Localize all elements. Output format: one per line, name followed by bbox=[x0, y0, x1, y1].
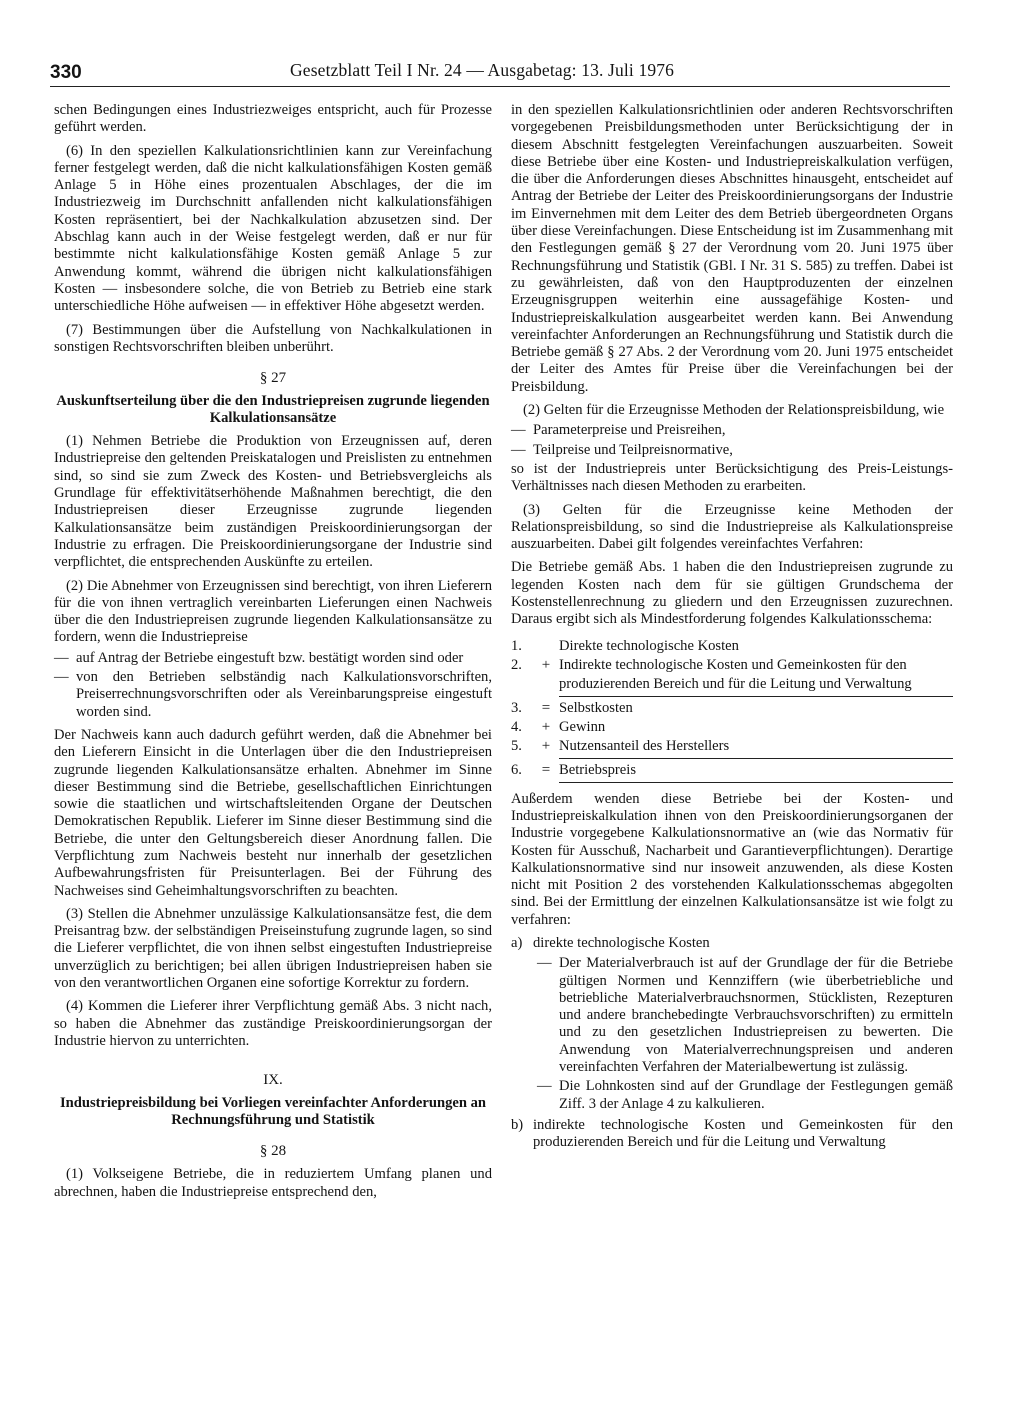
dash-mark: — bbox=[537, 1078, 552, 1095]
schema-row-operator: = bbox=[541, 761, 551, 778]
paragraph-3-continued: Die Betriebe gemäß Abs. 1 haben die den Industriepreisen zugrunde zu legenden Kosten nach dem für sie gültigen Grundschema der Kostenstellenrechnung zu gliedern und den Erzeugnissen zuzurechnen. Daraus ergibt sich als Mindestforderung folgendes Kalkulationsschema: bbox=[511, 559, 953, 628]
dash-item-text: Die Lohnkosten sind auf der Grundlage der Festlegungen gemäß Ziff. 3 der Anlage 4 zu kalkulieren. bbox=[559, 1078, 953, 1112]
schema-row-text: Selbstkosten bbox=[559, 699, 633, 716]
schema-row bbox=[511, 737, 953, 756]
paragraph-6: (6) In den speziellen Kalkulationsrichtlinien kann zur Vereinfachung ferner festgelegt werden, daß die nicht kalkulationsfähigen Kosten gemäß Anlage 5 in Höhe eines prozentualen Abschlages, der die im Industriezweig im Durchschnitt anfallenden nicht kalkulationsfähigen Kosten repräsentiert, bei der Nachkalkulation abzusetzen sind. Der Abschlag kann auch in der Weise festgelegt werden, daß er nur für bestimmte nicht kalkulationsfähige Kosten gemäß Anlage 5 zur Anwendung kommt, während die übrigen nicht kalkulationsfähigen Kosten — insbesondere solche, die von Betrieb zu Betrieb eine stark unterschiedliche Höhe aufweisen — in effektiver Höhe abgesetzt werden. bbox=[54, 142, 492, 315]
page-header bbox=[50, 60, 950, 87]
dash-item-text: von den Betrieben selbständig nach Kalkulationsvorschriften, Preiserrechnungsvorschriften oder als Vereinbarungspreise eingestuft worden sind. bbox=[76, 669, 492, 720]
dash-item bbox=[511, 442, 953, 459]
section-27-paragraph-1: (1) Nehmen Betriebe die Produktion von Erzeugnissen auf, deren Industriepreise den geltenden Preiskatalogen und Preislisten zu entnehmen sind, so sind sie zum Zweck des Kosten- und Betriebsvergleichs als Grundlage für effektivitätserhöhende Maßnahmen berechtigt, die den Industriepreisen dieser Erzeugnisse zugrunde liegenden Kalkulationsansätze beim zuständigen Preiskoordinierungsorgan der Industrie zu erfragen. Die Preiskoordinierungsorgane der Industrie sind verpflichtet, die entsprechenden Auskünfte zu erteilen. bbox=[54, 433, 492, 571]
schema-row-text: Direkte technologische Kosten bbox=[559, 637, 739, 654]
schema-row bbox=[511, 761, 953, 780]
schema-row-text: Betriebspreis bbox=[559, 761, 637, 778]
paragraph-3: (3) Gelten für die Erzeugnisse keine Methoden der Relationspreisbildung, so sind die Industriepreise als Kalkulationspreise auszuarbeiten. Dabei gilt folgendes vereinfachtes Verfahren: bbox=[511, 501, 953, 553]
list-marker: a) bbox=[511, 934, 523, 951]
paragraph-2: (2) Gelten für die Erzeugnisse Methoden der Relationspreisbildung, wie bbox=[523, 402, 945, 419]
dash-item-text: Teilpreise und Teilpreisnormative, bbox=[533, 441, 733, 458]
list-item-b bbox=[511, 1117, 953, 1152]
page-number: 330 bbox=[50, 62, 82, 83]
paragraph-continuation: in den speziellen Kalkulationsrichtlinien oder anderen Rechtsvorschriften vorgegebenen Preisbildungsmethoden unter Berücksichtigung der in diesem Abschnitt festgelegten Vereinfachungen auszuarbeiten. Soweit diese Betriebe über eine Kosten- und Industriepreiskalkulation verfügen, die über die Anforderungen dieses Abschnittes hinausgeht, entscheidet auf Antrag der Betriebe der Leiter des Preiskoordinierungsorgans der Industrie im Einvernehmen mit dem Leiter des dem Betrieb übergeordneten Organs über diese Vereinfachungen. Diese Entscheidung ist im Zusammenhang mit den Festlegungen gemäß § 27 der Verordnung vom 20. Juni 1975 über Rechnungsführung und Statistik (GBl. I Nr. 31 S. 585) zu treffen. Dabei ist zu gewährleisten, daß von den Hauptproduzenten der einzelnen Erzeugnisgruppen weiterhin eine aussagefähige Kosten- und Industriepreiskalkulation ausgearbeitet werden kann. Bei Anwendung vereinfachter Anforderungen an Rechnungsführung und Statistik durch die Betriebe gemäß § 27 Abs. 2 der Verordnung vom 20. Juni 1975 entscheidet der Leiter des Amtes für Preise über die Vereinfachungen bei der Preisbildung. bbox=[511, 102, 953, 395]
schema-row-number: 6. bbox=[511, 761, 522, 778]
list-item-text: direkte technologische Kosten bbox=[533, 934, 710, 951]
schema-row-number: 5. bbox=[511, 737, 522, 754]
dash-item bbox=[54, 669, 492, 721]
running-title: Gesetzblatt Teil I Nr. 24 — Ausgabetag: 13. Juli 1976 bbox=[290, 60, 675, 80]
chapter-title: Industriepreisbildung bei Vorliegen vereinfachter Anforderungen an Rechnungsführung und Statistik bbox=[59, 1095, 487, 1129]
schema-row bbox=[511, 637, 953, 656]
list-item-a bbox=[511, 935, 953, 952]
paragraph-3-continued-2: Außerdem wenden diese Betriebe bei der Kosten- und Industriepreiskalkulation ihnen von den Preiskoordinierungsorganen der Industrie vorgegebene Kalkulationsnormative an (wie das Normativ für Kosten für Ausschuß, Nacharbeit und Garantieverpflichtungen). Derartige Kalkulationsnormative sind nur insoweit anzuwenden, als diese Kosten nicht mit Position 2 des vorstehenden Kalkulationsschemas abgegolten sind. Bei der Ermittlung der einzelnen Kalkulationsansätze ist wie folgt zu verfahren: bbox=[511, 790, 953, 928]
section-27-heading: § 27 bbox=[259, 370, 287, 387]
paragraph-2-continued: so ist der Industriepreis unter Berücksichtigung des Preis-Leistungs-Verhältnisses nach diesen Methoden zu erarbeiten. bbox=[511, 460, 953, 495]
schema-row-text: Nutzensanteil des Herstellers bbox=[559, 737, 730, 754]
schema-row-operator: + bbox=[541, 737, 551, 754]
schema-row-number: 2. bbox=[511, 656, 522, 673]
dash-mark: — bbox=[511, 441, 526, 458]
schema-row-text: Indirekte technologische Kosten und Gemeinkosten für den produzierenden Bereich und für die Leitung und Verwaltung bbox=[559, 656, 912, 692]
schema-row bbox=[511, 718, 953, 737]
schema-rule bbox=[559, 758, 953, 759]
list-item-text: indirekte technologische Kosten und Gemeinkosten für den produzierenden Bereich und für die Leitung und Verwaltung bbox=[533, 1116, 953, 1151]
right-column bbox=[511, 102, 953, 1155]
paragraph-continuation: schen Bedingungen eines Industriezweiges entspricht, auch für Prozesse geführt werden. bbox=[54, 102, 492, 136]
section-28-paragraph-1: (1) Volkseigene Betriebe, die in reduziertem Umfang planen und abrechnen, haben die Industriepreise entsprechend den, bbox=[54, 1166, 492, 1200]
schema-row bbox=[511, 699, 953, 718]
section-27-paragraph-2-continued: Der Nachweis kann auch dadurch geführt werden, daß die Abnehmer bei den Lieferern Einsicht in die Unterlagen über die den Industriepreisen zugrunde liegenden Kalkulationsansätze erhalten. Abnehmer im Sinne dieser Bestimmung sind die Betriebe, gesellschaftlichen Einrichtungen sowie die staatlichen und wirtschaftsleitenden Organe der Deutschen Demokratischen Republik. Lieferer im Sinne dieser Bestimmung sind die Betriebe, die unter den Geltungsbereich dieser Anordnung fallen. Die Verpflichtung zum Nachweis besteht nur innerhalb der gesetzlichen Aufbewahrungsfristen für Preisunterlagen. Bei der Führung des Nachweises sind Geheimhaltungsvorschriften zu beachten. bbox=[54, 726, 492, 899]
dash-item bbox=[511, 422, 953, 439]
calculation-schema bbox=[511, 637, 953, 783]
dash-item-text: auf Antrag der Betriebe eingestuft bzw. bestätigt worden sind oder bbox=[76, 649, 464, 666]
schema-row-number: 4. bbox=[511, 718, 522, 735]
schema-row-operator: + bbox=[541, 656, 551, 673]
schema-row-number: 1. bbox=[511, 637, 522, 654]
schema-row-text: Gewinn bbox=[559, 718, 606, 735]
dash-item-text: Der Materialverbrauch ist auf der Grundlage der für die Betriebe gültigen Normen und Kennziffern (wie überbetriebliche und betriebliche Materialverbrauchsnormen, Stücklisten, Rezepturen und andere branchebedingte Verbrauchsvorschriften) zu ermitteln und zu den gesetzlichen Industriepreisen zu bewerten. Die Anwendung von Materialverrechnungspreisen und anderen vereinfachten Verfahren der Materialbewertung ist zulässig. bbox=[559, 955, 953, 1076]
schema-row bbox=[511, 656, 953, 694]
section-27-title: Auskunftserteilung über die den Industriepreisen zugrunde liegenden Kalkulationsansätze bbox=[56, 393, 490, 427]
section-27-paragraph-2: (2) Die Abnehmer von Erzeugnissen sind berechtigt, von ihren Lieferern für die von ihnen vertraglich vereinbarten Lieferungen einen Nachweis über die den Industriepreisen zugrunde liegenden Kalkulationsansätze zu fordern, wenn die Industriepreise bbox=[54, 577, 492, 646]
dash-mark: — bbox=[511, 422, 526, 439]
dash-item bbox=[537, 1078, 953, 1113]
paragraph-7: (7) Bestimmungen über die Aufstellung von Nachkalkulationen in sonstigen Rechtsvorschriften bleiben unberührt. bbox=[54, 321, 492, 355]
section-27-paragraph-3: (3) Stellen die Abnehmer unzulässige Kalkulationsansätze fest, die dem Preisantrag bzw. der selbständigen Preiseinstufung zugrunde lagen, so sind die Lieferer verpflichtet, die von ihnen selbst eingestuften Industriepreise unverzüglich zu berichtigen; bei allen übrigen Industriepreisen haben sie von den verantwortlichen Organen eine sofortige Korrektur zu fordern. bbox=[54, 905, 492, 992]
section-28-heading: § 28 bbox=[259, 1143, 287, 1160]
dash-mark: — bbox=[537, 955, 552, 972]
dash-mark: — bbox=[54, 649, 69, 666]
schema-row-number: 3. bbox=[511, 699, 522, 716]
schema-rule bbox=[559, 696, 953, 697]
schema-rule bbox=[559, 782, 953, 783]
schema-row-operator bbox=[533, 637, 559, 656]
dash-item-text: Parameterpreise und Preisreihen, bbox=[533, 422, 726, 439]
chapter-heading: IX. bbox=[263, 1072, 283, 1089]
schema-row-operator: = bbox=[541, 699, 551, 716]
section-27-paragraph-4: (4) Kommen die Lieferer ihrer Verpflichtung gemäß Abs. 3 nicht nach, so haben die Abnehmer das zuständige Preiskoordinierungsorgan der Industrie hiervon zu unterrichten. bbox=[54, 998, 492, 1049]
dash-mark: — bbox=[54, 669, 69, 686]
dash-item bbox=[537, 955, 953, 1076]
schema-row-operator: + bbox=[541, 718, 551, 735]
left-column bbox=[54, 102, 492, 1207]
dash-item bbox=[54, 650, 492, 667]
list-marker: b) bbox=[511, 1116, 524, 1133]
